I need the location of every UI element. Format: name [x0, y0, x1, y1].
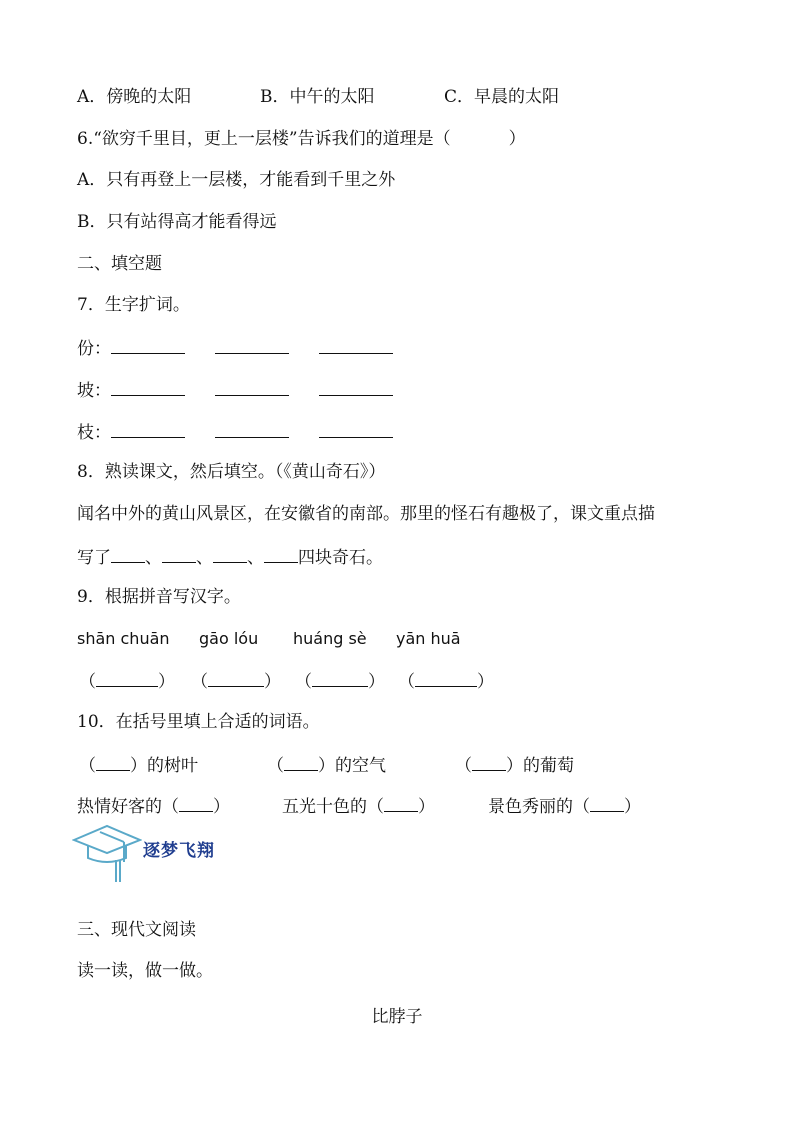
open-paren: （	[455, 756, 472, 776]
q10-text: 的树叶	[147, 756, 198, 776]
close-paren: ）	[506, 756, 523, 776]
q10-blank	[96, 754, 130, 771]
open-paren: （	[398, 672, 415, 692]
q6-option-a: A．只有再登上一层楼，才能看到千里之外	[77, 170, 396, 190]
q10-item-2	[267, 754, 386, 776]
q7-blank	[319, 337, 393, 354]
close-paren: ）	[477, 672, 494, 692]
q6-close-paren: ）	[508, 129, 526, 149]
q5-option-a: A．傍晚的太阳	[77, 87, 192, 107]
q7-row-3	[77, 421, 393, 443]
q7-char-2: 坡：	[77, 381, 111, 401]
q9-blank	[208, 670, 264, 687]
q9-blank	[415, 670, 477, 687]
q8-stem: 8．熟读课文，然后填空。（《黄山奇石》）	[77, 462, 386, 482]
q10-blank	[179, 795, 213, 812]
close-paren: ）	[130, 756, 147, 776]
q8-passage-line2	[77, 546, 383, 568]
open-paren: （	[295, 672, 312, 692]
q8-blank	[264, 546, 298, 563]
q9-blank	[312, 670, 368, 687]
q7-blank	[111, 379, 185, 396]
q10-item-1	[79, 754, 198, 776]
q6-option-b: B．只有站得高才能看得远	[77, 212, 277, 232]
close-paren: ）	[213, 797, 230, 817]
q7-blank	[319, 421, 393, 438]
q10-item-5	[282, 795, 435, 817]
logo-text: 逐梦飞翔	[143, 841, 215, 861]
q10-item-6	[488, 795, 641, 817]
section2-title: 二、填空题	[77, 254, 162, 274]
q10-item-3	[455, 754, 574, 776]
q8-sep: 、	[196, 548, 213, 568]
q7-stem: 7．生字扩词。	[77, 295, 190, 315]
open-paren: （	[79, 756, 96, 776]
q5-option-b: B．中午的太阳	[260, 87, 375, 107]
q10-blank	[284, 754, 318, 771]
open-paren: （	[162, 797, 179, 817]
q9-pinyin-3: huáng sè	[293, 629, 367, 648]
open-paren: （	[267, 756, 284, 776]
section3-instruction: 读一读，做一做。	[77, 961, 213, 981]
q9-stem: 9．根据拼音写汉字。	[77, 587, 241, 607]
q10-text: 的葡萄	[523, 756, 574, 776]
q9-answer-2	[191, 670, 281, 692]
graduation-cap-icon	[72, 820, 142, 886]
section3-title: 三、现代文阅读	[77, 920, 196, 940]
q10-item-4	[77, 795, 230, 817]
q9-answer-1	[79, 670, 175, 692]
q8-prefix: 写了	[77, 548, 111, 568]
q6-stem-text: 6.“欲穷千里目，更上一层楼”告诉我们的道理是（	[77, 129, 451, 149]
q7-blank	[215, 421, 289, 438]
close-paren: ）	[158, 672, 175, 692]
q10-text: 景色秀丽的	[488, 797, 573, 817]
open-paren: （	[573, 797, 590, 817]
q8-sep: 、	[145, 548, 162, 568]
q7-blank	[111, 421, 185, 438]
close-paren: ）	[624, 797, 641, 817]
close-paren: ）	[368, 672, 385, 692]
q10-blank	[590, 795, 624, 812]
q7-blank	[111, 337, 185, 354]
q7-blank	[215, 379, 289, 396]
open-paren: （	[79, 672, 96, 692]
q10-blank	[472, 754, 506, 771]
q7-char-3: 枝：	[77, 423, 111, 443]
q10-text: 热情好客的	[77, 797, 162, 817]
close-paren: ）	[264, 672, 281, 692]
q7-blank	[215, 337, 289, 354]
q10-text: 五光十色的	[282, 797, 367, 817]
q8-sep: 、	[247, 548, 264, 568]
q9-blank	[96, 670, 158, 687]
q8-blank	[213, 546, 247, 563]
q9-pinyin-2: gāo lóu	[199, 629, 259, 648]
q10-text: 的空气	[335, 756, 386, 776]
q10-blank	[384, 795, 418, 812]
q5-option-c: C．早晨的太阳	[444, 87, 560, 107]
q7-row-1	[77, 337, 393, 359]
q9-answer-4	[398, 670, 494, 692]
q9-pinyin-1: shān chuān	[77, 629, 170, 648]
q8-blank	[111, 546, 145, 563]
close-paren: ）	[318, 756, 335, 776]
q8-passage-line1: 闻名中外的黄山风景区，在安徽省的南部。那里的怪石有趣极了，课文重点描	[77, 504, 655, 524]
q7-char-1: 份：	[77, 339, 111, 359]
close-paren: ）	[418, 797, 435, 817]
q6-stem	[77, 129, 526, 149]
open-paren: （	[191, 672, 208, 692]
open-paren: （	[367, 797, 384, 817]
q9-pinyin-4: yān huā	[396, 629, 461, 648]
q9-answer-3	[295, 670, 385, 692]
q8-blank	[162, 546, 196, 563]
q7-blank	[319, 379, 393, 396]
q8-suffix: 四块奇石。	[298, 548, 383, 568]
q10-stem: 10．在括号里填上合适的词语。	[77, 712, 320, 732]
passage-title: 比脖子	[371, 1007, 423, 1027]
q7-row-2	[77, 379, 393, 401]
